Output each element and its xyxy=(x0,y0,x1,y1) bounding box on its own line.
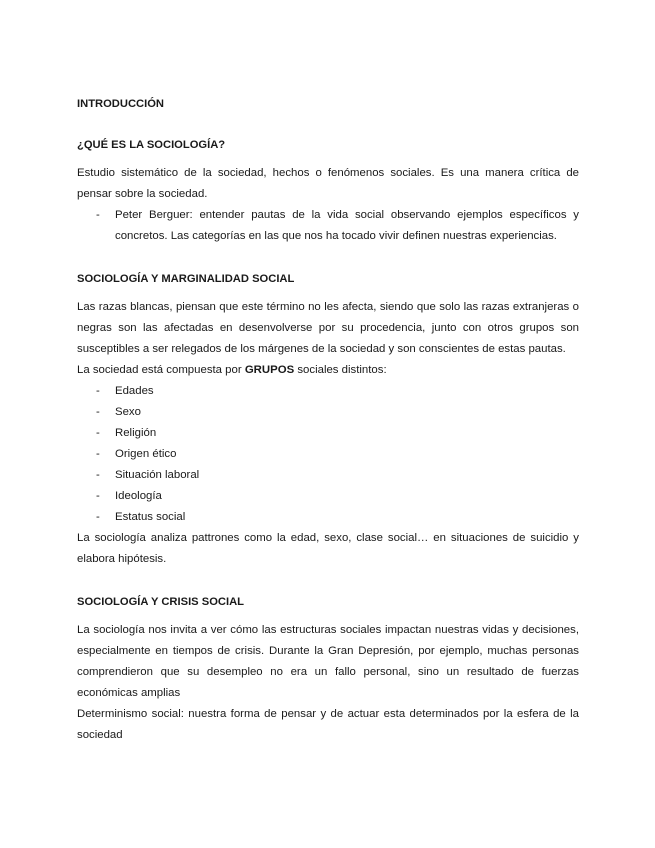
paragraph-crisis: La sociología nos invita a ver cómo las estructuras sociales impactan nuestras vidas y decisiones, especialmente en tiempos de crisis. Durante la Gran Depresión, por ejemplo, muchas personas comprendieron que su desempleo no era un fallo personal, sino un resultado de fuerzas económicas amplias xyxy=(77,624,579,699)
list-item-text: Sexo xyxy=(115,406,141,418)
list-item-text: Situación laboral xyxy=(115,469,200,481)
list-item xyxy=(77,402,579,423)
bullet-dash: - xyxy=(96,209,100,221)
heading-marginalidad-social: SOCIOLOGÍA Y MARGINALIDAD SOCIAL xyxy=(77,273,295,285)
list-item xyxy=(77,381,579,402)
paragraph-analisis-patrones: La sociología analiza pattrones como la edad, sexo, clase social… en situaciones de suicidio y elabora hipótesis. xyxy=(77,532,579,565)
bullet-dash: - xyxy=(96,427,100,439)
heading-que-es-la-sociologia: ¿QUÉ ES LA SOCIOLOGÍA? xyxy=(77,139,226,151)
bullet-dash: - xyxy=(96,385,100,397)
heading-crisis-social: SOCIOLOGÍA Y CRISIS SOCIAL xyxy=(77,596,245,608)
grupos-intro-bold: GRUPOS xyxy=(244,364,295,376)
bullet-dash: - xyxy=(96,406,100,418)
paragraph-definicion: Estudio sistemático de la sociedad, hechos o fenómenos sociales. Es una manera crítica de pensar sobre la sociedad. xyxy=(77,167,579,200)
paragraph-determinismo: Determinismo social: nuestra forma de pensar y de actuar esta determinados por la esfera de la sociedad xyxy=(77,708,579,741)
list-item-text: Origen ético xyxy=(115,448,177,460)
list-grupos-sociales xyxy=(77,381,579,528)
heading-introduccion: INTRODUCCIÓN xyxy=(77,98,165,110)
list-item-text: Ideología xyxy=(115,490,162,502)
list-item-text: Religión xyxy=(115,427,157,439)
list-item-text: Peter Berguer: entender pautas de la vida social observando ejemplos específicos y concretos. Las categorías en las que nos ha tocado vivir definen nuestras experiencias. xyxy=(115,209,579,242)
grupos-intro-before: La sociedad está compuesta por xyxy=(77,364,245,376)
grupos-intro-after: sociales distintos: xyxy=(294,364,387,376)
list-item xyxy=(77,205,579,247)
list-item-text: Estatus social xyxy=(115,511,186,523)
list-item xyxy=(77,444,579,465)
paragraph-grupos-intro xyxy=(77,360,579,381)
bullet-dash: - xyxy=(96,490,100,502)
bullet-dash: - xyxy=(96,511,100,523)
list-item xyxy=(77,423,579,444)
paragraph-marginalidad: Las razas blancas, piensan que este término no les afecta, siendo que solo las razas extranjeras o negras son las afectadas en desenvolverse por su procedencia, junto con otros grupos son susceptibles a ser relegados de los márgenes de la sociedad y son conscientes de estas pautas. xyxy=(77,301,579,355)
list-item-text: Edades xyxy=(115,385,154,397)
list-item xyxy=(77,486,579,507)
bullet-dash: - xyxy=(96,448,100,460)
bullet-dash: - xyxy=(96,469,100,481)
list-item xyxy=(77,507,579,528)
list-que-es xyxy=(77,205,579,247)
document-page xyxy=(77,96,579,746)
list-item xyxy=(77,465,579,486)
